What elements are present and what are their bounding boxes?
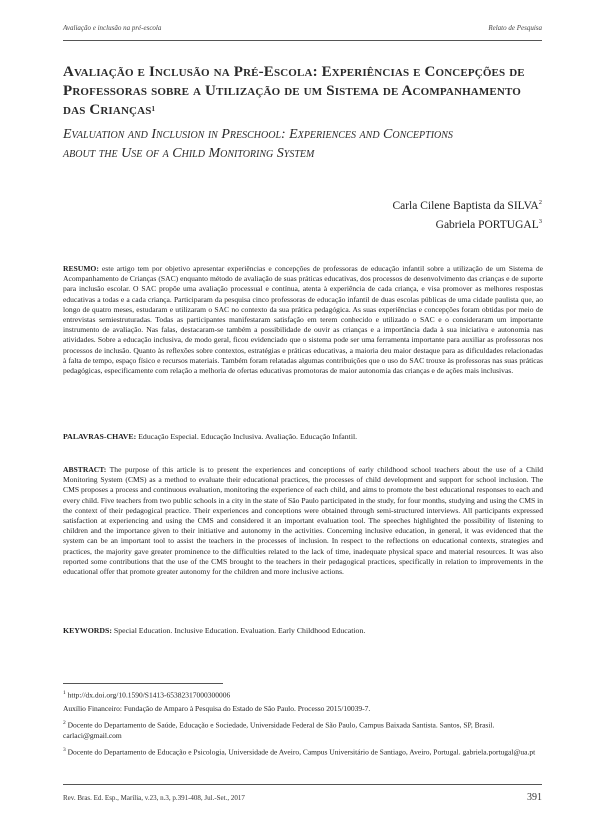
running-head-right: Relato de Pesquisa — [488, 24, 542, 32]
keywords — [63, 626, 543, 636]
title-en-line-1: Evaluation and Inclusion in Preschool: Experiences and Conceptions — [63, 127, 453, 142]
resumo-text: este artigo tem por objetivo apresentar experiências e concepções de professoras de educação infantil sobre a utilização de um Sistema de Acompanhamento de Crianças (SAC) enquanto método de avaliação de suas práticas educativas, dos processos de desenvolvimento das crianças e de suporte para inclusão escolar. O SAC propõe uma avaliação processual e contínua, atenta à experiência de cada criança, e visa promover as melhores respostas educativas a todas e a cada criança. Participaram da pesquisa cinco professoras de educação infantil de duas escolas públicas de uma cidade paulista que, ao longo de quatro meses, estudaram e utilizaram o SAC no contexto da sua prática pedagógica. As suas experiências e concepções foram obtidas por meio de entrevistas semiestruturadas. Todas as participantes manifestaram satisfação em terem conhecido e utilizado o SAC e o consideraram um importante instrumento de avaliação. Nas falas, destacaram-se também a possibilidade de ouvir as crianças e a importância dada à sua iniciativa e autonomia nas atividades. Sobre a educação inclusiva, de modo geral, ficou evidenciado que o sistema pode ser uma ferramenta importante para auxiliar as professoras nos processos de inclusão. Quanto às reflexões sobre contextos, estratégias e práticas educativas, a maioria deu maior destaque para as dificuldades relacionadas à falta de tempo, espaço físico e recursos materiais. Também foram relatadas algumas contribuições que o uso do SAC trouxe às professoras nas suas práticas pedagógicas, especificamente com relação a melhoria de ofertas educativas promotoras de maior autonomia das crianças e de ações mais inclusivas. — [63, 264, 543, 376]
palavras-chave — [63, 432, 543, 442]
title-en-line-2: about the Use of a Child Monitoring System — [63, 146, 315, 161]
author-mark: 3 — [538, 217, 542, 225]
title-pt-line-1: Avaliação e Inclusão na Pré-Escola: Experiências e Concepções de — [63, 64, 525, 80]
keywords-text: Special Education. Inclusive Education. Evaluation. Early Childhood Education. — [113, 626, 366, 635]
author-list — [392, 195, 542, 233]
palavras-chave-label: PALAVRAS-CHAVE: — [63, 432, 137, 441]
footnote-mark: 2 — [63, 720, 66, 727]
page-footer — [63, 793, 542, 807]
footnote-mark: 1 — [63, 690, 66, 696]
footnote-rule — [63, 683, 223, 684]
title-pt-line-3 — [63, 101, 545, 120]
footnote-text: Auxílio Financeiro: Fundação de Amparo à Pesquisa do Estado de São Paulo. Processo 2015/10039-7. — [63, 704, 371, 714]
resumo-paragraph — [63, 264, 543, 376]
author — [392, 195, 542, 214]
title-pt-line-2: Professoras sobre a Utilização de um Sistema de Acompanhamento — [63, 83, 522, 99]
author — [392, 214, 542, 233]
author-mark: 2 — [538, 199, 542, 206]
title-portuguese — [63, 63, 545, 120]
author-name: Carla Cilene Baptista da SILVA — [392, 199, 539, 212]
abstract-text: The purpose of this article is to present the experiences and conceptions of early childhood school teachers about the use of a Child Monitoring System (CMS) as a method to evaluate their educational practices, the processes of child development and support for school inclusion. The CMS proposes a process and continuous evaluation, monitoring the experience of each child, and aims to promote the best educational responses to each and every child. Five teachers from two public schools in a city in the state of São Paulo participated in the study, for four months, studying and using the CMS in the context of their pedagogical practice. Their experiences and conceptions were obtained through semi-structured interviews. All participants expressed satisfaction at experiencing and using the CMS and considered it an important evaluation tool. The speeches highlighted the possibility of listening to children and the importance given to their initiative and autonomy in the activities. Concerning inclusive education, in general, it was evidenced that the system can be an important tool to assist the teachers in the processes of inclusion. In respect to the reflections on educational contexts, strategies and practices, the majority gave greater prominence to the difficulties related to the lack of time, inadequate physical space and material resources. It was also reported some contributions that the use of the CMS brought to the teachers in their pedagogical practices, specifically in relation to improvements in the educational offer that promote greater autonomy for the children and more inclusive actions. — [63, 465, 543, 577]
abstract-paragraph — [63, 465, 543, 577]
resumo-label: RESUMO: — [63, 264, 99, 273]
footnote-mark: 3 — [63, 747, 66, 754]
journal-citation: Rev. Bras. Ed. Esp., Marília, v.23, n.3, p.391-408, Jul.-Set., 2017 — [63, 794, 245, 802]
footnote — [63, 745, 543, 758]
running-head-left: Avaliação e inclusão na pré-escola — [63, 24, 162, 32]
footer-rule — [63, 784, 542, 785]
title-pt-line-3-text: das Crianças — [63, 102, 152, 118]
doi-link[interactable]: http://dx.doi.org/10.1590/S1413-65382317000300006 — [67, 690, 231, 700]
running-head — [63, 24, 542, 36]
page-number: 391 — [527, 792, 542, 803]
footnote-text: Docente do Departamento de Educação e Psicologia, Universidade de Aveiro, Campus Universitário de Santiago, Aveiro, Portugal. gabriela.portugal@ua.pt — [67, 747, 536, 757]
footnote — [63, 704, 543, 715]
author-name: Gabriela PORTUGAL — [435, 218, 539, 231]
abstract-label: ABSTRACT: — [63, 465, 107, 474]
footnote — [63, 688, 543, 701]
footnotes — [63, 688, 543, 761]
footnote — [63, 718, 543, 742]
footnote-text: Docente do Departamento de Saúde, Educação e Sociedade, Universidade Federal de São Paulo, Campus Baixada Santista. Santos, SP, Brasil. carlaci@gmail.com — [63, 720, 495, 741]
palavras-chave-text: Educação Especial. Educação Inclusiva. Avaliação. Educação Infantil. — [138, 432, 358, 441]
title-footnote-mark: 1 — [151, 105, 156, 113]
title-english — [63, 125, 545, 163]
keywords-label: KEYWORDS: — [63, 626, 112, 635]
header-rule — [63, 40, 542, 41]
